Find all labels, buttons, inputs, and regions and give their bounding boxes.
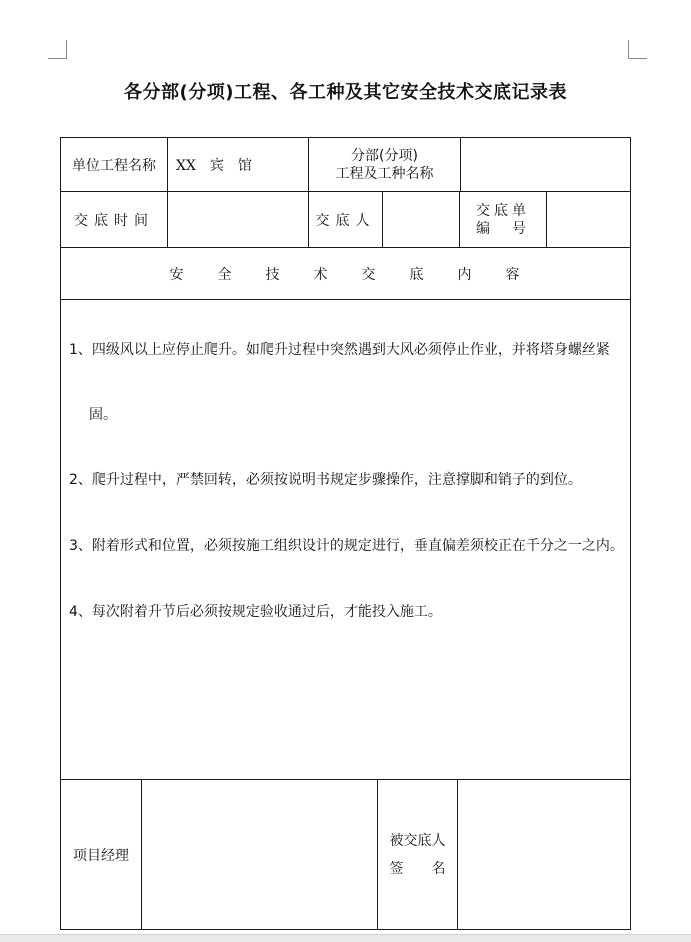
receiver-label-line1: 被交底人 — [389, 832, 446, 849]
content-item-4: 4、每次附着升节后必须按规定验收通过后，才能投入施工。 — [69, 604, 442, 620]
sub-project-label-line1: 分部(分项) — [351, 147, 418, 164]
content-header: 安 全 技 术 交 底 内 容 — [169, 266, 522, 283]
document-title: 各分部(分项)工程、各工种及其它安全技术交底记录表 — [124, 82, 567, 103]
project-manager-label: 项目经理 — [73, 847, 129, 864]
receiver-label-line2: 签 名 — [389, 860, 446, 877]
table-border-right — [630, 137, 631, 930]
project-manager-signature[interactable] — [142, 780, 377, 929]
content-item-3: 3、附着形式和位置，必须按施工组织设计的规定进行，垂直偏差须校正在千分之一之内。 — [69, 538, 624, 554]
record-table — [60, 137, 631, 930]
briefing-number-label — [460, 192, 546, 247]
receiver-label — [378, 780, 457, 929]
sub-project-label-line2: 工程及工种名称 — [335, 165, 434, 182]
crop-mark-top-right — [628, 40, 647, 59]
briefing-number-label-line1: 交底单 — [476, 202, 530, 219]
briefing-number-label-line2: 编 号 — [476, 220, 530, 237]
content-item-1: 1、四级风以上应停止爬升。如爬升过程中突然遇到大风必须停止作业，并将塔身螺丝紧 — [69, 342, 610, 358]
briefing-time-value[interactable] — [168, 192, 308, 247]
receiver-signature[interactable] — [458, 780, 630, 929]
content-item-2: 2、爬升过程中，严禁回转，必须按说明书规定步骤操作，注意撑脚和销子的到位。 — [69, 472, 582, 488]
briefing-person-label: 交底人 — [315, 212, 376, 229]
table-border-bottom — [60, 929, 631, 930]
unit-name-value[interactable]: XX 宾 馆 — [176, 157, 252, 174]
unit-name-label: 单位工程名称 — [72, 157, 156, 174]
sub-project-value[interactable] — [461, 138, 630, 191]
crop-mark-top-left — [48, 40, 67, 59]
briefing-time-label: 交底时间 — [74, 212, 154, 229]
briefing-number-value[interactable] — [547, 192, 630, 247]
briefing-person-value[interactable] — [383, 192, 459, 247]
content-item-1-continued: 固。 — [89, 407, 117, 423]
content-body — [61, 300, 630, 779]
sub-project-label — [309, 138, 460, 191]
